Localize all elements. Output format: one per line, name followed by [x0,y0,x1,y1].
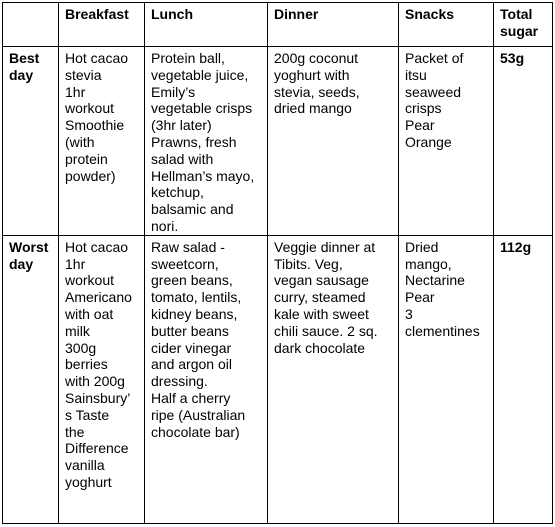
table-row-worst-day [3,235,553,523]
table-row-best-day [3,47,553,236]
best-day-lunch: Protein ball, vegetable juice, Emily’s vegetable crisps (3hr later) Prawns, fresh salad with Hellman’s mayo, ketchup, balsamic and nori. [145,47,268,236]
row-label-best-day: Best day [3,47,59,236]
header-empty-cell [3,3,59,47]
meal-sugar-table [2,2,553,524]
worst-day-dinner: Veggie dinner at Tibits. Veg, vegan sausage curry, steamed kale with sweet chili sauce. 2 sq. dark chocolate [268,235,399,523]
header-lunch: Lunch [145,3,268,47]
worst-day-lunch: Raw salad - sweetcorn, green beans, tomato, lentils, kidney beans, butter beans cider vinegar and argon oil dressing. Half a cherry ripe (Australian chocolate bar) [145,235,268,523]
row-label-worst-day: Worst day [3,235,59,523]
header-total-sugar: Total sugar [494,3,553,47]
best-day-dinner: 200g coconut yoghurt with stevia, seeds, dried mango [268,47,399,236]
worst-day-total-sugar: 112g [494,235,553,523]
best-day-breakfast: Hot cacao stevia 1hr workout Smoothie (with protein powder) [59,47,145,236]
worst-day-breakfast: Hot cacao 1hr workout Americano with oat milk 300g berries with 200g Sainsbury’ s Taste the Difference vanilla yoghurt [59,235,145,523]
best-day-total-sugar: 53g [494,47,553,236]
header-row [3,3,553,47]
header-dinner: Dinner [268,3,399,47]
best-day-snacks: Packet of itsu seaweed crisps Pear Orange [399,47,494,236]
header-breakfast: Breakfast [59,3,145,47]
header-snacks: Snacks [399,3,494,47]
worst-day-snacks: Dried mango, Nectarine Pear 3 clementines [399,235,494,523]
